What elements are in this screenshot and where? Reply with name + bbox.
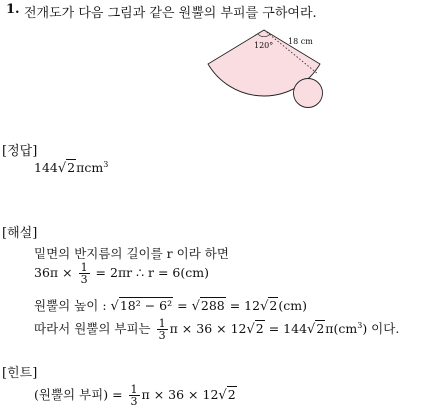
answer-line: 144√2πcm$^3$: [34, 160, 109, 177]
answer-unit: πcm: [76, 160, 104, 176]
length-label: 18 cm: [288, 37, 313, 46]
answer-coef: 144: [34, 160, 58, 176]
angle-label: 120°: [254, 41, 274, 50]
solution-line-3: 원뿔의 높이 : √18² − 6² = √288 = 12√2(cm): [34, 298, 307, 314]
solution-line-4: 따라서 원뿔의 부피는 $\frac{1}{3}$ $\pi \times 36 \times 12√2 = 144√2\pi(cm^3)$ 이다.: [34, 317, 400, 342]
question-number: 1.: [6, 2, 20, 17]
solution-heading: [해설]: [2, 226, 38, 241]
solution-line-2: 36π × $\frac{1}{3}$ = 2πr ∴ r = 6(cm): [34, 261, 209, 286]
solution-line-1: 밑면의 반지름의 길이를 r 이라 하면: [34, 246, 229, 261]
fraction: $\frac{1}{3}$: [80, 261, 88, 286]
hint-line: (원뿔의 부피) = $\frac{1}{3}$ π × 36 × 12√2: [34, 383, 236, 408]
answer-exp: 3: [103, 160, 109, 169]
answer-heading: [정답]: [2, 144, 38, 159]
question-text: 전개도가 다음 그림과 같은 원뿔의 부피를 구하여라.: [24, 6, 317, 21]
base-circle: [294, 79, 323, 108]
hint-heading: [힌트]: [2, 366, 38, 381]
answer-radicand: 2: [67, 160, 76, 176]
fraction: $\frac{1}{3}$: [158, 317, 166, 342]
fraction: $\frac{1}{3}$: [130, 383, 138, 408]
cone-net-figure: [206, 24, 331, 109]
